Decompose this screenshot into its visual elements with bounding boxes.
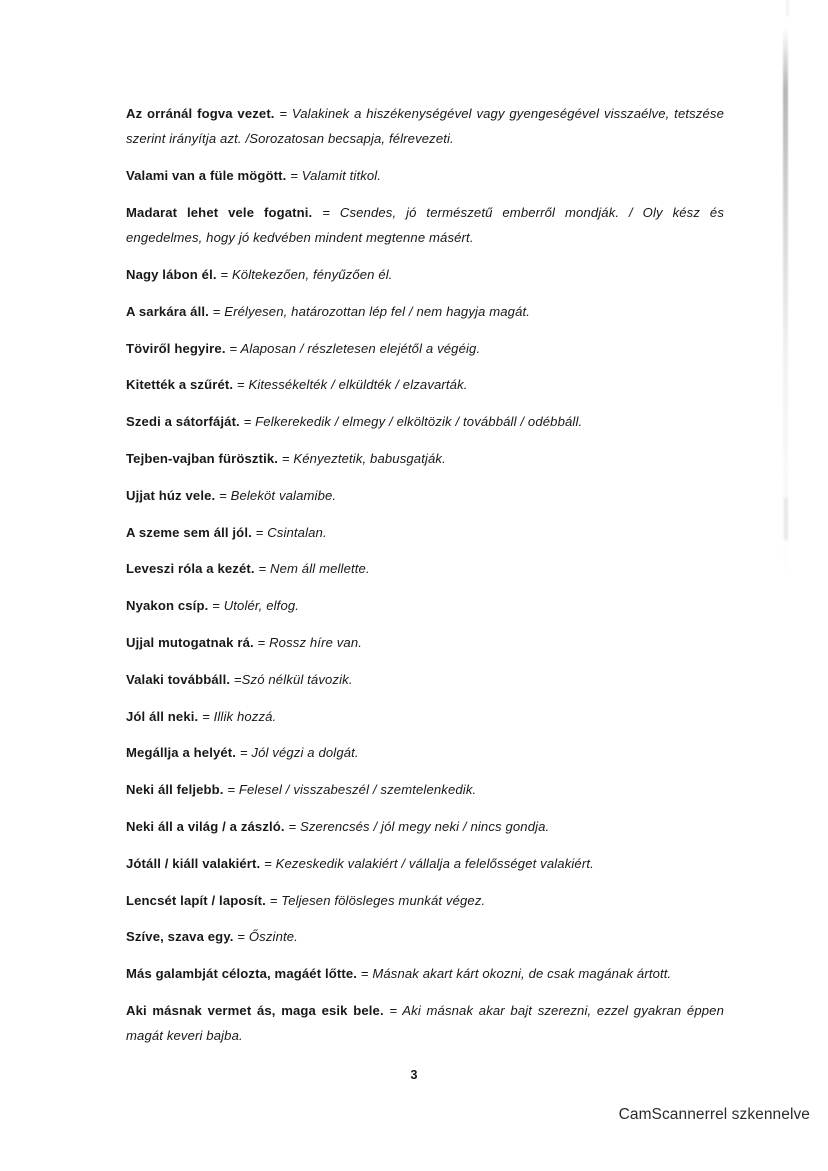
- idiom-entry: [126, 630, 724, 655]
- idiom-entry: [126, 814, 724, 839]
- idiom-entry: [126, 262, 724, 287]
- idiom-term: Más galambját célozta, magáét lőtte.: [126, 966, 358, 982]
- idiom-separator: =: [274, 106, 292, 121]
- idiom-term: Madarat lehet vele fogatni.: [126, 204, 313, 220]
- idiom-entry: [126, 372, 724, 397]
- idiom-separator: =: [239, 414, 256, 430]
- idiom-entry: [126, 667, 724, 692]
- idiom-term: Szedi a sátorfáját.: [126, 414, 240, 430]
- idiom-gloss: Felesel / visszabeszél / szemtelenkedik.: [238, 782, 477, 798]
- idiom-term: Valami van a füle mögött.: [126, 168, 287, 184]
- idiom-separator: =: [253, 634, 270, 650]
- idiom-entry: [126, 336, 724, 361]
- idiom-gloss: Költekezően, fényűzően él.: [231, 266, 393, 282]
- idiom-gloss: Kitessékelték / elküldték / elzavarták.: [248, 377, 468, 393]
- idiom-entry: [126, 556, 724, 581]
- idiom-gloss: Valamit titkol.: [301, 168, 382, 184]
- idiom-separator: =: [215, 487, 231, 503]
- idiom-entry: [126, 704, 724, 729]
- idiom-gloss: Illik hozzá.: [213, 708, 277, 724]
- idiom-term: Aki másnak vermet ás, maga esik bele.: [126, 1002, 384, 1018]
- idiom-term: Neki áll a világ / a zászló.: [126, 818, 285, 834]
- idiom-term: Jótáll / kiáll valakiért.: [126, 855, 261, 871]
- idiom-entry: [126, 483, 724, 508]
- idiom-entry: [126, 740, 724, 765]
- idiom-entry: [126, 299, 724, 324]
- idiom-separator: =: [251, 524, 268, 540]
- idiom-gloss: Utolér, elfog.: [223, 598, 300, 614]
- idiom-gloss: Szerencsés / jól megy neki / nincs gondja.: [300, 818, 550, 834]
- scan-edge-shadow-lower: [784, 498, 788, 540]
- idiom-entry: [126, 924, 724, 949]
- idiom-gloss: Szó nélkül távozik.: [241, 671, 353, 687]
- idiom-gloss: Aki másnak akar bajt szerezni, ezzel gyakran éppen magát keveri bajba.: [126, 1002, 724, 1044]
- page-number: 3: [410, 1068, 418, 1082]
- idiom-separator: =: [265, 892, 282, 908]
- idiom-entry: [126, 593, 724, 618]
- idiom-entry: [126, 446, 724, 471]
- scan-edge-shadow: [783, 28, 788, 588]
- idiom-term: Tejben-vajban fürösztik.: [126, 450, 279, 466]
- idiom-term: Töviről hegyire.: [126, 340, 226, 356]
- idiom-separator: =: [236, 745, 252, 761]
- idiom-separator: =: [278, 450, 294, 466]
- idiom-entry: [126, 520, 724, 545]
- idiom-separator: =: [198, 708, 214, 724]
- idiom-separator: =: [357, 966, 373, 982]
- idiom-separator: =: [225, 340, 241, 356]
- scan-edge-shadow-top: [786, 0, 789, 16]
- idiom-gloss: Teljesen fölösleges munkát végez.: [281, 892, 486, 908]
- idiom-term: Ujjal mutogatnak rá.: [126, 634, 254, 650]
- idiom-list: [126, 101, 724, 1049]
- idiom-entry: [126, 888, 724, 913]
- idiom-term: Leveszi róla a kezét.: [126, 561, 255, 577]
- idiom-entry: [126, 851, 724, 876]
- idiom-gloss: Másnak akart kárt okozni, de csak magának ártott.: [372, 966, 672, 982]
- idiom-separator: =: [284, 818, 301, 834]
- idiom-term: Neki áll feljebb.: [126, 782, 224, 798]
- idiom-separator: =: [260, 855, 276, 871]
- idiom-separator: =: [312, 204, 340, 220]
- idiom-separator: =: [286, 168, 302, 184]
- idiom-separator: =: [208, 303, 225, 319]
- idiom-separator: =: [233, 929, 249, 945]
- idiom-separator: =: [223, 782, 239, 798]
- idiom-term: Valaki továbbáll.: [126, 671, 231, 687]
- idiom-separator: =: [216, 266, 232, 282]
- idiom-term: Lencsét lapít / laposít.: [126, 892, 266, 908]
- idiom-gloss: Kezeskedik valakiért / vállalja a felelősséget valakiért.: [275, 855, 594, 871]
- idiom-separator: =: [208, 598, 224, 614]
- idiom-gloss: Nem áll mellette.: [270, 561, 370, 577]
- idiom-term: Kitették a szűrét.: [126, 377, 234, 393]
- idiom-term: Nyakon csíp.: [126, 598, 209, 614]
- idiom-gloss: Rossz híre van.: [269, 634, 363, 650]
- idiom-term: Szíve, szava egy.: [126, 929, 234, 945]
- idiom-entry: [126, 777, 724, 802]
- idiom-entry: [126, 101, 724, 152]
- idiom-gloss: Felkerekedik / elmegy / elköltözik / továbbáll / odébbáll.: [255, 414, 583, 430]
- idiom-gloss: Erélyesen, határozottan lép fel / nem hagyja magát.: [224, 303, 531, 319]
- idiom-separator: =: [230, 671, 242, 687]
- idiom-gloss: Jól végzi a dolgát.: [251, 745, 359, 761]
- idiom-term: Az orránál fogva vezet.: [126, 106, 275, 121]
- idiom-gloss: Kényeztetik, babusgatják.: [293, 450, 446, 466]
- idiom-entry: [126, 200, 724, 251]
- idiom-gloss: Csendes, jó természetű emberről mondják. / Oly kész és engedelmes, hogy jó kedvében mindent megtenne másért.: [126, 204, 724, 246]
- idiom-term: A szeme sem áll jól.: [126, 524, 252, 540]
- idiom-gloss: Őszinte.: [248, 929, 298, 945]
- idiom-entry: [126, 961, 724, 986]
- idiom-gloss: Valakinek a hiszékenységével vagy gyengeségével visszaélve, tetszése szerint irányítja azt. /Sorozatosan becsapja, félrevezeti.: [126, 106, 724, 147]
- idiom-term: Nagy lábon él.: [126, 266, 217, 282]
- idiom-term: A sarkára áll.: [126, 303, 209, 319]
- idiom-gloss: Alaposan / részletesen elejétől a végéig.: [240, 340, 481, 356]
- idiom-term: Ujjat húz vele.: [126, 487, 216, 503]
- idiom-entry: [126, 163, 724, 188]
- idiom-term: Megállja a helyét.: [126, 745, 237, 761]
- idiom-gloss: Csintalan.: [267, 524, 327, 540]
- idiom-separator: =: [233, 377, 249, 393]
- idiom-separator: =: [254, 561, 270, 577]
- idiom-term: Jól áll neki.: [126, 708, 199, 724]
- idiom-entry: [126, 409, 724, 434]
- idiom-gloss: Beleköt valamibe.: [230, 487, 337, 503]
- idiom-separator: =: [383, 1002, 403, 1018]
- idiom-entry: [126, 998, 724, 1049]
- camscanner-watermark: CamScannerrel szkennelve: [618, 1106, 810, 1123]
